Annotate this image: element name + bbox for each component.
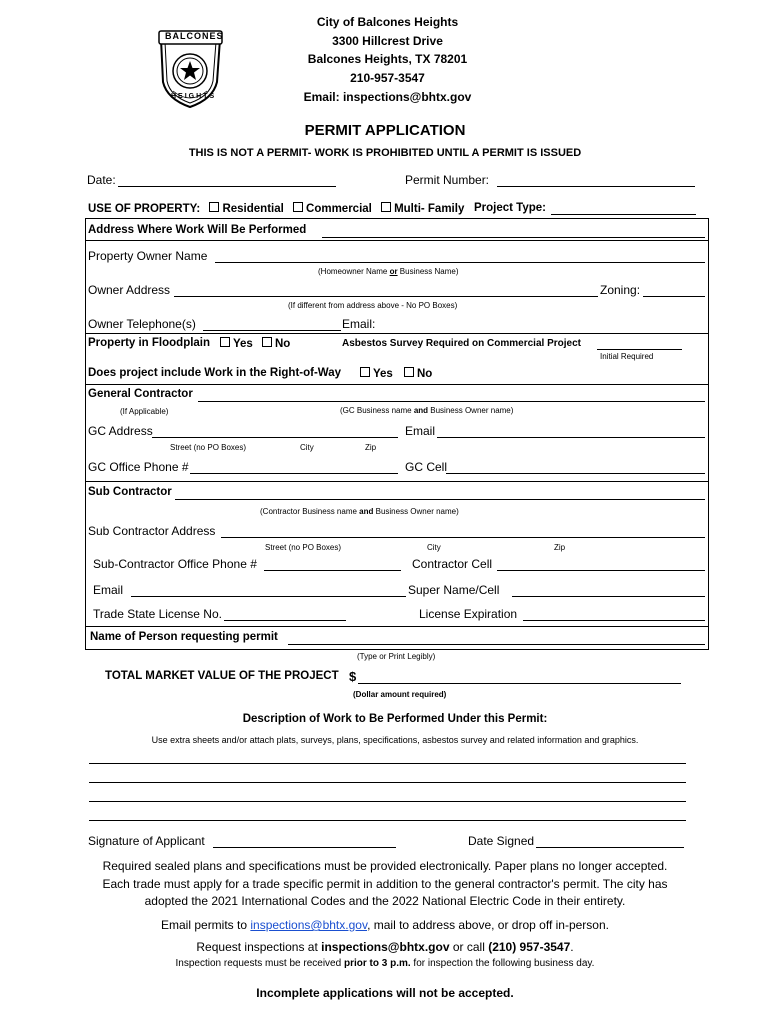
sub-office-phone-label: Sub-Contractor Office Phone #: [93, 557, 257, 571]
signature-field[interactable]: [213, 847, 396, 848]
city-state-zip: Balcones Heights, TX 78201: [307, 52, 468, 66]
footer-trade-note: Each trade must apply for a trade specific permit in addition to the general contractor's permit. The city has: [102, 877, 668, 891]
owner-address-field[interactable]: [174, 296, 598, 297]
general-contractor-label: General Contractor: [88, 388, 193, 400]
sub-street-hint: Street (no PO Boxes): [265, 543, 342, 552]
date-label: Date:: [87, 173, 116, 187]
sub-contractor-field[interactable]: [175, 499, 705, 500]
license-expiration-field[interactable]: [523, 620, 705, 621]
right-of-way-no[interactable]: No: [404, 367, 432, 380]
gc-address-field[interactable]: [152, 437, 398, 438]
footer-inspection-line: Request inspections at inspections@bhtx.gov or call (210) 957-3547.: [196, 940, 574, 954]
sub-zip-hint: Zip: [554, 543, 566, 552]
sub-office-phone-field[interactable]: [264, 570, 401, 571]
use-of-property-row: [88, 202, 464, 215]
general-contractor-field[interactable]: [198, 401, 705, 402]
floodplain-label: Property in Floodplain: [88, 337, 211, 349]
sub-contractor-label: Sub Contractor: [88, 486, 172, 498]
gc-office-phone-label: GC Office Phone #: [88, 460, 189, 474]
use-of-property-label: USE OF PROPERTY:: [88, 203, 201, 215]
type-print-hint: (Type or Print Legibly): [357, 652, 436, 661]
description-line-4[interactable]: [89, 820, 686, 821]
date-field[interactable]: [118, 186, 336, 187]
city-seal-logo: [153, 27, 228, 109]
description-line-1[interactable]: [89, 763, 686, 764]
commercial-checkbox[interactable]: [293, 202, 303, 212]
super-name-field[interactable]: [512, 596, 705, 597]
footer-plans-note: Required sealed plans and specifications must be provided electronically. Paper plans no longer accepted.: [102, 859, 668, 873]
phone-number: 210-957-3547: [350, 71, 425, 85]
work-address-field[interactable]: [322, 237, 705, 238]
gc-city-hint: City: [300, 443, 314, 452]
sub-email-field[interactable]: [131, 596, 406, 597]
owner-name-hint: (Homeowner Name or Business Name): [318, 267, 459, 276]
gc-cell-label: GC Cell: [405, 460, 448, 474]
right-of-way-no-checkbox[interactable]: [404, 367, 414, 377]
gc-cell-field[interactable]: [446, 473, 705, 474]
asbestos-initial-field[interactable]: [597, 349, 682, 350]
project-type-field[interactable]: [551, 214, 696, 215]
header-email: Email: inspections@bhtx.gov: [303, 90, 472, 104]
email-permits-link[interactable]: inspections@bhtx.gov: [250, 918, 368, 932]
date-signed-label: Date Signed: [468, 834, 535, 848]
date-signed-field[interactable]: [536, 847, 684, 848]
work-address-label: Address Where Work Will Be Performed: [88, 224, 307, 236]
floodplain-yes-checkbox[interactable]: [220, 337, 230, 347]
multi-family-checkbox[interactable]: [381, 202, 391, 212]
gc-zip-hint: Zip: [365, 443, 377, 452]
dollar-hint: (Dollar amount required): [353, 690, 447, 699]
market-value-field[interactable]: [358, 683, 681, 684]
inspection-email: inspections@bhtx.gov: [321, 940, 450, 954]
permit-number-field[interactable]: [497, 186, 695, 187]
license-expiration-label: License Expiration: [419, 607, 518, 621]
gc-address-label: GC Address: [88, 424, 153, 438]
permit-warning: THIS IS NOT A PERMIT- WORK IS PROHIBITED UNTIL A PERMIT IS ISSUED: [188, 147, 582, 159]
description-title: Description of Work to Be Performed Under this Permit:: [242, 713, 548, 725]
footer-email-line: Email permits to inspections@bhtx.gov, mail to address above, or drop off in-person.: [161, 918, 609, 932]
floodplain-yes[interactable]: Yes: [220, 337, 253, 350]
trade-license-field[interactable]: [224, 620, 346, 621]
trade-license-label: Trade State License No.: [93, 607, 222, 621]
initial-required-hint: Initial Required: [600, 352, 654, 361]
dollar-sign: $: [349, 669, 357, 684]
inspection-phone: (210) 957-3547: [488, 940, 571, 954]
street-address: 3300 Hillcrest Drive: [332, 34, 443, 48]
contractor-cell-field[interactable]: [497, 570, 705, 571]
sub-contractor-hint: (Contractor Business name and Business Owner name): [260, 507, 459, 516]
owner-address-label: Owner Address: [88, 283, 171, 297]
footer-deadline-line: Inspection requests must be received prior to 3 p.m. for inspection the following business day.: [175, 958, 595, 969]
requester-field[interactable]: [288, 644, 705, 645]
zoning-field[interactable]: [643, 296, 705, 297]
incomplete-warning: Incomplete applications will not be accepted.: [256, 986, 514, 1000]
right-of-way-yes-checkbox[interactable]: [360, 367, 370, 377]
description-line-2[interactable]: [89, 782, 686, 783]
residential-option[interactable]: Residential: [209, 203, 283, 215]
permit-number-label: Permit Number:: [405, 173, 490, 187]
sub-address-field[interactable]: [221, 537, 705, 538]
description-line-3[interactable]: [89, 801, 686, 802]
right-of-way-yes[interactable]: Yes: [360, 367, 393, 380]
sub-city-hint: City: [427, 543, 441, 552]
page-title: PERMIT APPLICATION: [304, 122, 466, 139]
sub-email-label: Email: [93, 583, 124, 597]
contractor-cell-label: Contractor Cell: [412, 557, 493, 571]
commercial-option[interactable]: Commercial: [293, 203, 372, 215]
sub-address-label: Sub Contractor Address: [88, 524, 216, 538]
floodplain-no-checkbox[interactable]: [262, 337, 272, 347]
asbestos-label: Asbestos Survey Required on Commercial Project: [342, 338, 581, 349]
zoning-label: Zoning:: [600, 283, 641, 297]
footer-codes-note: adopted the 2021 International Codes and the 2022 National Electric Code in their entirety.: [144, 894, 626, 908]
multi-family-option[interactable]: Multi- Family: [381, 203, 464, 215]
floodplain-no[interactable]: No: [262, 337, 290, 350]
gc-name-hint: (GC Business name and Business Owner name): [340, 406, 514, 415]
if-applicable-hint: (If Applicable): [120, 407, 169, 416]
signature-label: Signature of Applicant: [88, 834, 205, 848]
requester-label: Name of Person requesting permit: [90, 631, 278, 643]
owner-telephone-label: Owner Telephone(s): [88, 317, 196, 331]
residential-checkbox[interactable]: [209, 202, 219, 212]
owner-name-label: Property Owner Name: [88, 249, 208, 263]
right-of-way-label: Does project include Work in the Right-of-Way: [88, 367, 342, 379]
market-value-label: TOTAL MARKET VALUE OF THE PROJECT: [105, 670, 339, 682]
gc-office-phone-field[interactable]: [190, 473, 398, 474]
super-name-label: Super Name/Cell: [408, 583, 500, 597]
owner-email-label: Email:: [342, 317, 376, 331]
seal-bottom-text: HEIGHTS: [171, 93, 217, 100]
owner-telephone-field[interactable]: [203, 330, 341, 331]
gc-email-label: Email: [405, 424, 436, 438]
city-name: City of Balcones Heights: [316, 15, 459, 29]
description-hint: Use extra sheets and/or attach plats, surveys, plans, specifications, asbestos survey and related information and graphics.: [151, 735, 639, 745]
gc-email-field[interactable]: [437, 437, 705, 438]
project-type-label: Project Type:: [474, 202, 546, 214]
owner-name-field[interactable]: [215, 262, 705, 263]
owner-address-hint: (If different from address above - No PO Boxes): [288, 301, 458, 310]
seal-top-text: BALCONES: [165, 31, 224, 41]
gc-street-hint: Street (no PO Boxes): [170, 443, 247, 452]
